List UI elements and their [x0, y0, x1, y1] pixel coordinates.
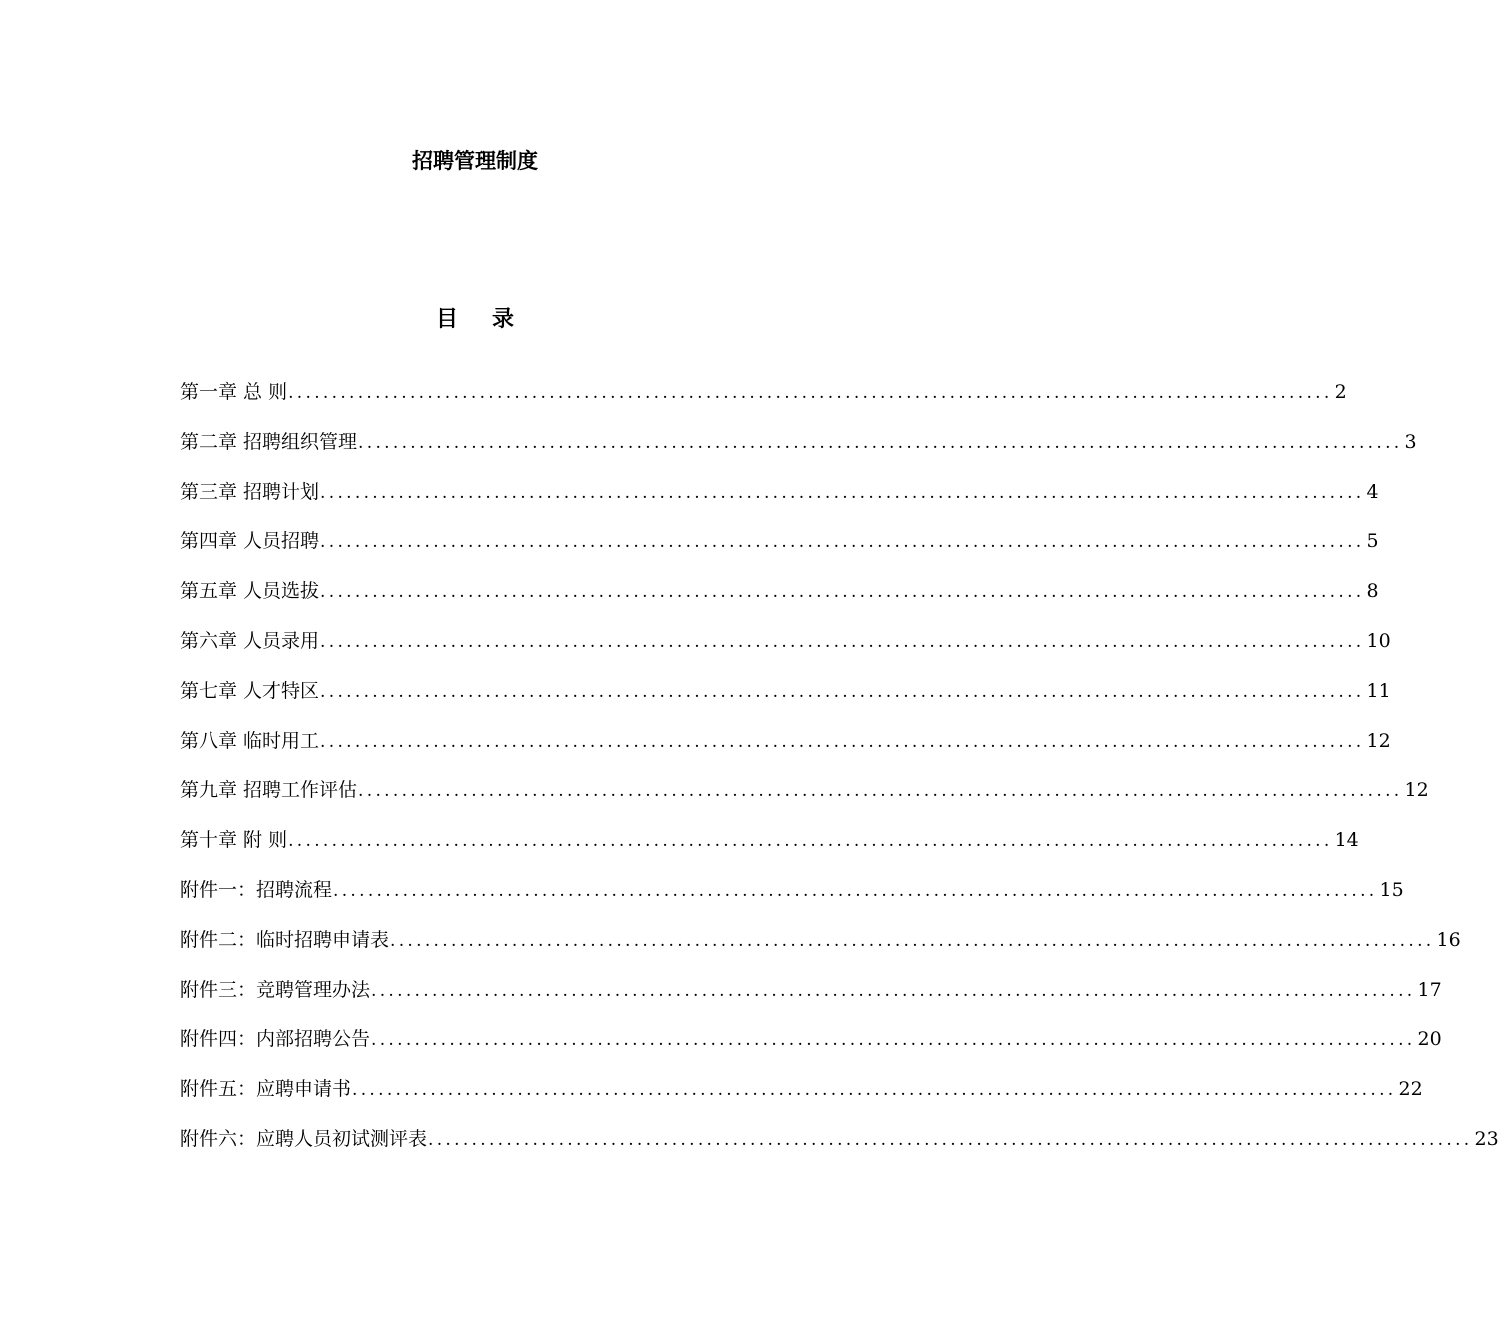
toc-entry-page: 16 — [1436, 928, 1461, 951]
toc-heading — [0, 304, 950, 336]
toc-entry-label: 第七章 人才特区 — [180, 679, 320, 702]
toc-entry[interactable] — [180, 675, 1391, 725]
toc-entry-page: 4 — [1366, 480, 1379, 503]
toc-entry[interactable] — [180, 974, 1442, 1024]
toc-leader-dots: ........................................................................................................................ — [320, 582, 1365, 603]
toc-entry[interactable] — [180, 625, 1391, 675]
toc-leader-dots: ........................................................................................................................ — [390, 930, 1435, 951]
toc-entry-label: 附件五：应聘申请书 — [180, 1078, 352, 1101]
toc-entry-label: 附件六：应聘人员初试测评表 — [180, 1127, 428, 1150]
toc-entry-page: 2 — [1334, 381, 1347, 403]
toc-leader-dots: ........................................................................................................................ — [320, 731, 1365, 752]
toc-entry[interactable] — [180, 1073, 1423, 1123]
document-title: 招聘管理制度 — [412, 149, 538, 173]
toc-entry-page: 23 — [1474, 1127, 1499, 1150]
toc-leader-dots: ........................................................................................................................ — [428, 1129, 1473, 1150]
toc-entry-page: 14 — [1334, 829, 1359, 852]
toc-entry[interactable] — [180, 575, 1379, 625]
toc-leader-dots: ........................................................................................................................ — [371, 1030, 1416, 1051]
toc-entry[interactable] — [180, 476, 1379, 526]
toc-entry-label: 第十章 附 则 — [180, 829, 288, 852]
toc-entry-page: 12 — [1404, 779, 1429, 802]
toc-entry[interactable] — [180, 824, 1359, 874]
toc-entry-page: 11 — [1366, 679, 1391, 702]
toc-entry[interactable] — [180, 774, 1429, 824]
toc-heading-char-2: 录 — [492, 307, 515, 332]
toc-entry-label: 第四章 人员招聘 — [180, 530, 320, 553]
toc-leader-dots: ........................................................................................................................ — [320, 532, 1365, 553]
toc-entry[interactable] — [180, 1023, 1442, 1073]
toc-entry-label: 附件四：内部招聘公告 — [180, 1028, 371, 1051]
toc-leader-dots: ........................................................................................................................ — [352, 1080, 1397, 1101]
toc-entry-page: 22 — [1398, 1078, 1423, 1101]
toc-leader-dots: ........................................................................................................................ — [358, 781, 1403, 802]
toc-list — [180, 376, 1499, 1173]
toc-entry[interactable] — [180, 725, 1391, 775]
toc-entry[interactable] — [180, 426, 1417, 476]
toc-entry[interactable] — [180, 874, 1404, 924]
toc-leader-dots: ........................................................................................................................ — [288, 383, 1333, 403]
toc-entry-page: 12 — [1366, 729, 1391, 752]
toc-entry-label: 第八章 临时用工 — [180, 729, 320, 752]
toc-entry-label: 附件一：招聘流程 — [180, 878, 333, 901]
toc-leader-dots: ........................................................................................................................ — [320, 631, 1365, 652]
toc-entry[interactable] — [180, 924, 1461, 974]
toc-entry-label: 第九章 招聘工作评估 — [180, 779, 358, 802]
toc-leader-dots: ........................................................................................................................ — [358, 432, 1403, 453]
toc-entry-label: 第三章 招聘计划 — [180, 480, 320, 503]
toc-entry-page: 17 — [1417, 978, 1442, 1001]
toc-heading-char-1: 目 — [435, 307, 458, 332]
toc-entry-page: 15 — [1379, 878, 1404, 901]
toc-leader-dots: ........................................................................................................................ — [371, 980, 1416, 1001]
toc-entry-label: 附件二：临时招聘申请表 — [180, 928, 390, 951]
toc-entry-page: 10 — [1366, 629, 1391, 652]
toc-entry-page: 3 — [1404, 430, 1417, 453]
toc-leader-dots: ........................................................................................................................ — [320, 482, 1365, 503]
toc-entry[interactable] — [180, 1123, 1499, 1173]
toc-entry-page: 20 — [1417, 1028, 1442, 1051]
toc-entry-label: 第一章 总 则 — [180, 381, 288, 403]
toc-leader-dots: ........................................................................................................................ — [320, 681, 1365, 702]
toc-entry-page: 5 — [1366, 530, 1379, 553]
toc-entry[interactable] — [180, 376, 1347, 426]
toc-entry-label: 第六章 人员录用 — [180, 629, 320, 652]
toc-entry[interactable] — [180, 525, 1379, 575]
toc-entry-page: 8 — [1366, 580, 1379, 603]
toc-entry-label: 第二章 招聘组织管理 — [180, 430, 358, 453]
toc-entry-label: 附件三：竞聘管理办法 — [180, 978, 371, 1001]
toc-leader-dots: ........................................................................................................................ — [288, 831, 1333, 852]
toc-leader-dots: ........................................................................................................................ — [333, 880, 1378, 901]
toc-entry-label: 第五章 人员选拔 — [180, 580, 320, 603]
